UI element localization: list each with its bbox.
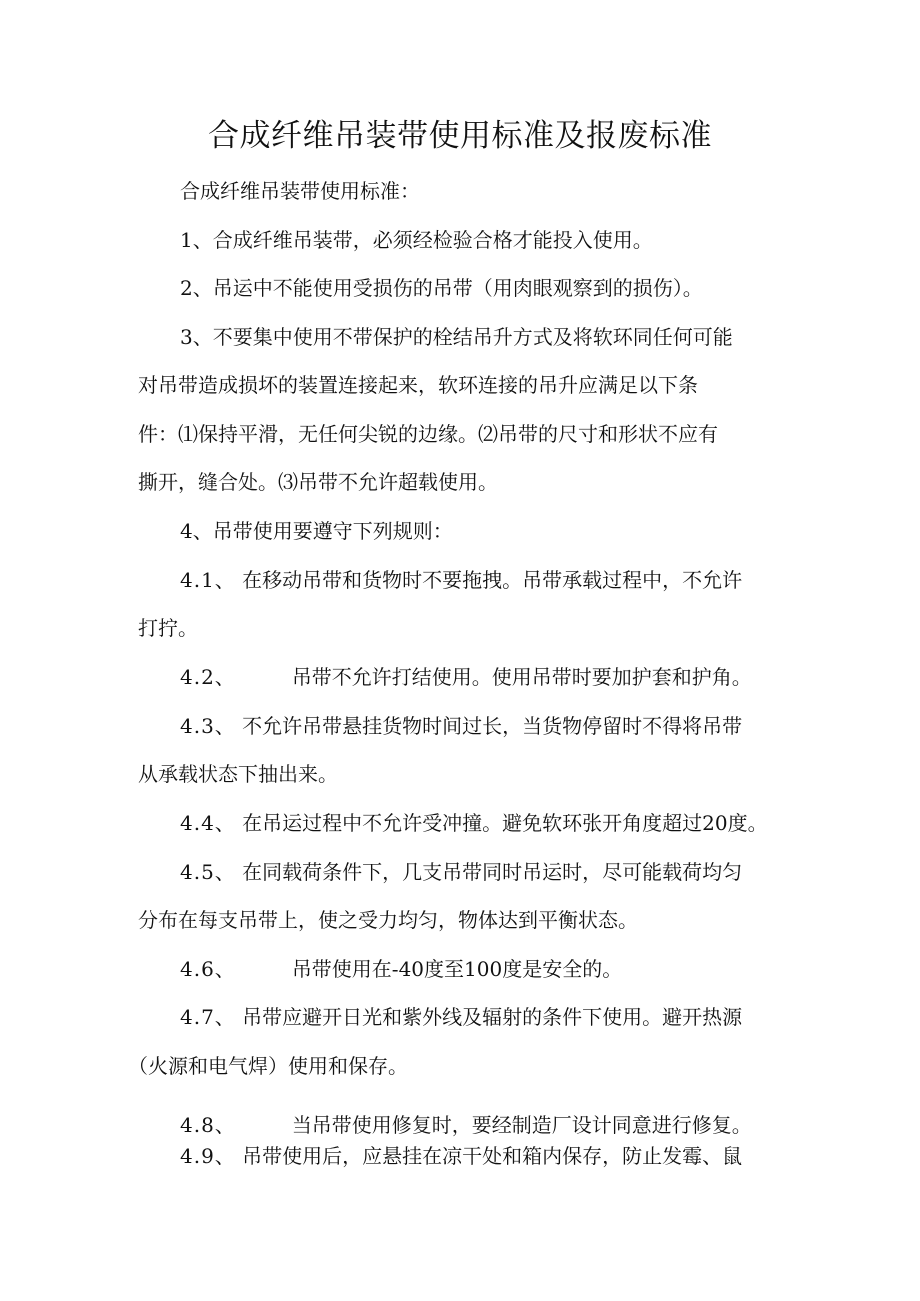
rule-text: 不允许吊带悬挂货物时间过长，当货物停留时不得将吊带 [242,714,743,738]
rule-text: 在移动吊带和货物时不要拖拽。吊带承载过程中，不允许 [242,568,743,592]
rule-4-1 [180,565,742,595]
item-2: 2、吊运中不能使用受损伤的吊带（用肉眼观察到的损伤）。 [180,276,703,300]
section-heading: 合成纤维吊装带使用标准： [180,179,420,203]
rule-4-5 [180,857,742,887]
item-3-line-1: 3、不要集中使用不带保护的栓结吊升方式及将软环同任何可能 [180,325,733,349]
rule-text: 吊带不允许打结使用。使用吊带时要加护套和护角。 [291,665,752,689]
rule-number: 4.2、 [180,665,236,689]
rule-number: 4.1、 [180,568,236,592]
rule-text: 吊带应避开日光和紫外线及辐射的条件下使用。避开热源 [242,1005,743,1029]
rule-4-2 [180,662,752,692]
rule-text: 吊带使用在-40度至100度是安全的。 [291,957,623,981]
item-3-line-4: 撕开，缝合处。⑶吊带不允许超载使用。 [138,470,498,494]
rule-4-6 [180,954,622,984]
rule-4-7 [180,1002,742,1032]
rule-number: 4.7、 [180,1005,236,1029]
rule-number: 4.5、 [180,860,236,884]
rule-4-5-continuation: 分布在每支吊带上，使之受力均匀，物体达到平衡状态。 [138,908,638,932]
rule-4-9 [180,1141,742,1171]
rule-text: 吊带使用后，应悬挂在凉干处和箱内保存，防止发霉、鼠 [242,1144,743,1168]
item-3-line-2: 对吊带造成损坏的装置连接起来，软环连接的吊升应满足以下条 [138,373,698,397]
rule-number: 4.4、 [180,811,236,835]
rule-4-8 [180,1110,752,1140]
rule-4-7-continuation: （火源和电气焊）使用和保存。 [128,1054,408,1078]
rule-text: 在吊运过程中不允许受冲撞。避免软环张开角度超过20度。 [242,811,768,835]
rule-number: 4.8、 [180,1113,236,1137]
rule-number: 4.3、 [180,714,236,738]
document-title: 合成纤维吊装带使用标准及报废标准 [208,118,712,154]
rule-4-3 [180,711,742,741]
rule-text: 在同载荷条件下，几支吊带同时吊运时，尽可能载荷均匀 [242,860,743,884]
rule-text: 当吊带使用修复时，要经制造厂设计同意进行修复。 [291,1113,752,1137]
item-3-line-3: 件：⑴保持平滑，无任何尖锐的边缘。⑵吊带的尺寸和形状不应有 [138,422,718,446]
rule-number: 4.6、 [180,957,236,981]
rule-number: 4.9、 [180,1144,236,1168]
rule-4-1-continuation: 打拧。 [138,616,198,640]
item-1: 1、合成纤维吊装带，必须经检验合格才能投入使用。 [180,228,653,252]
rule-4-4 [180,808,768,838]
rule-4-3-continuation: 从承载状态下抽出来。 [138,762,338,786]
item-4: 4、吊带使用要遵守下列规则： [180,519,453,543]
